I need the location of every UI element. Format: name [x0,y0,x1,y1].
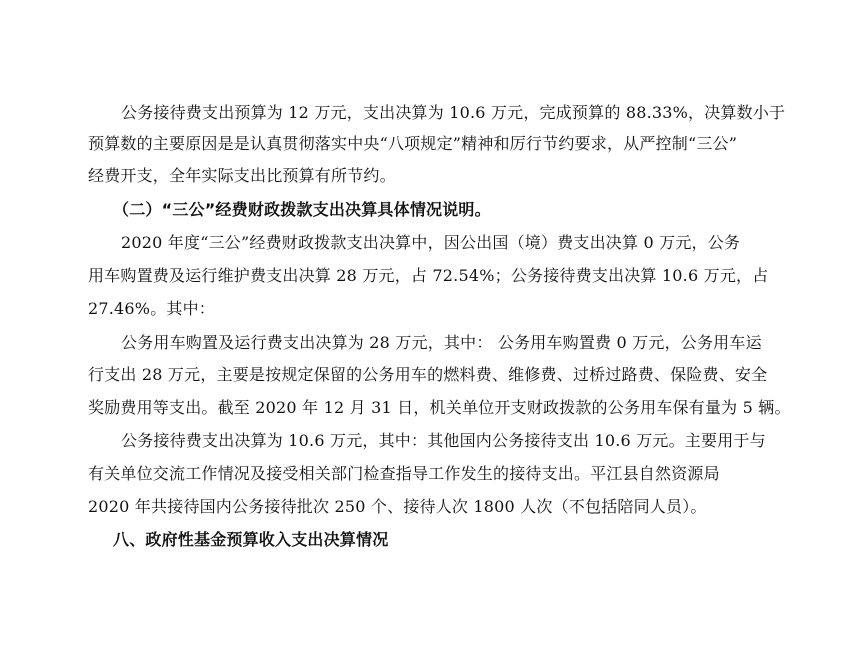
section-heading-three-public-expenses: （二）“三公”经费财政拨款支出决算具体情况说明。 [113,200,491,219]
para-three-public-summary-line-2: 用车购置费及运行维护费支出决算 28 万元，占 72.54%；公务接待费支出决算 10.6 万元，占 [88,266,769,285]
para-three-public-summary-line-3: 27.46%。其中： [88,299,216,318]
para-hospitality-budget-line-3: 经费开支，全年实际支出比预算有所节约。 [88,166,396,185]
para-hospitality-budget-line-2: 预算数的主要原因是是认真贯彻落实中央“八项规定”精神和厉行节约要求，从严控制“三公” [88,134,738,153]
para-vehicle-expenses-line-3: 奖励费用等支出。截至 2020 年 12 月 31 日，机关单位开支财政拨款的公务用车保有量为 5 辆。 [88,398,791,417]
para-vehicle-expenses-line-1: 公务用车购置及运行费支出决算为 28 万元，其中： 公务用车购置费 0 万元，公务用车运 [121,333,762,352]
para-hospitality-final-line-2: 有关单位交流工作情况及接受相关部门检查指导工作发生的接待支出。平江县自然资源局 [88,464,720,483]
para-three-public-summary-line-1: 2020 年度“三公”经费财政拨款支出决算中，因公出国（境）费支出决算 0 万元，公务 [121,233,741,252]
para-vehicle-expenses-line-2: 行支出 28 万元，主要是按规定保留的公务用车的燃料费、维修费、过桥过路费、保险费、安全 [88,365,768,384]
para-hospitality-final-line-1: 公务接待费支出决算为 10.6 万元，其中：其他国内公务接待支出 10.6 万元。主要用于与 [121,431,766,450]
para-hospitality-budget-line-1: 公务接待费支出预算为 12 万元，支出决算为 10.6 万元，完成预算的 88.33%，决算数小于 [121,103,786,122]
para-hospitality-final-line-3: 2020 年共接待国内公务接待批次 250 个、接待人次 1800 人次（不包括陪同人员）。 [88,497,707,516]
section-heading-government-funds: 八、政府性基金预算收入支出决算情况 [113,530,389,549]
